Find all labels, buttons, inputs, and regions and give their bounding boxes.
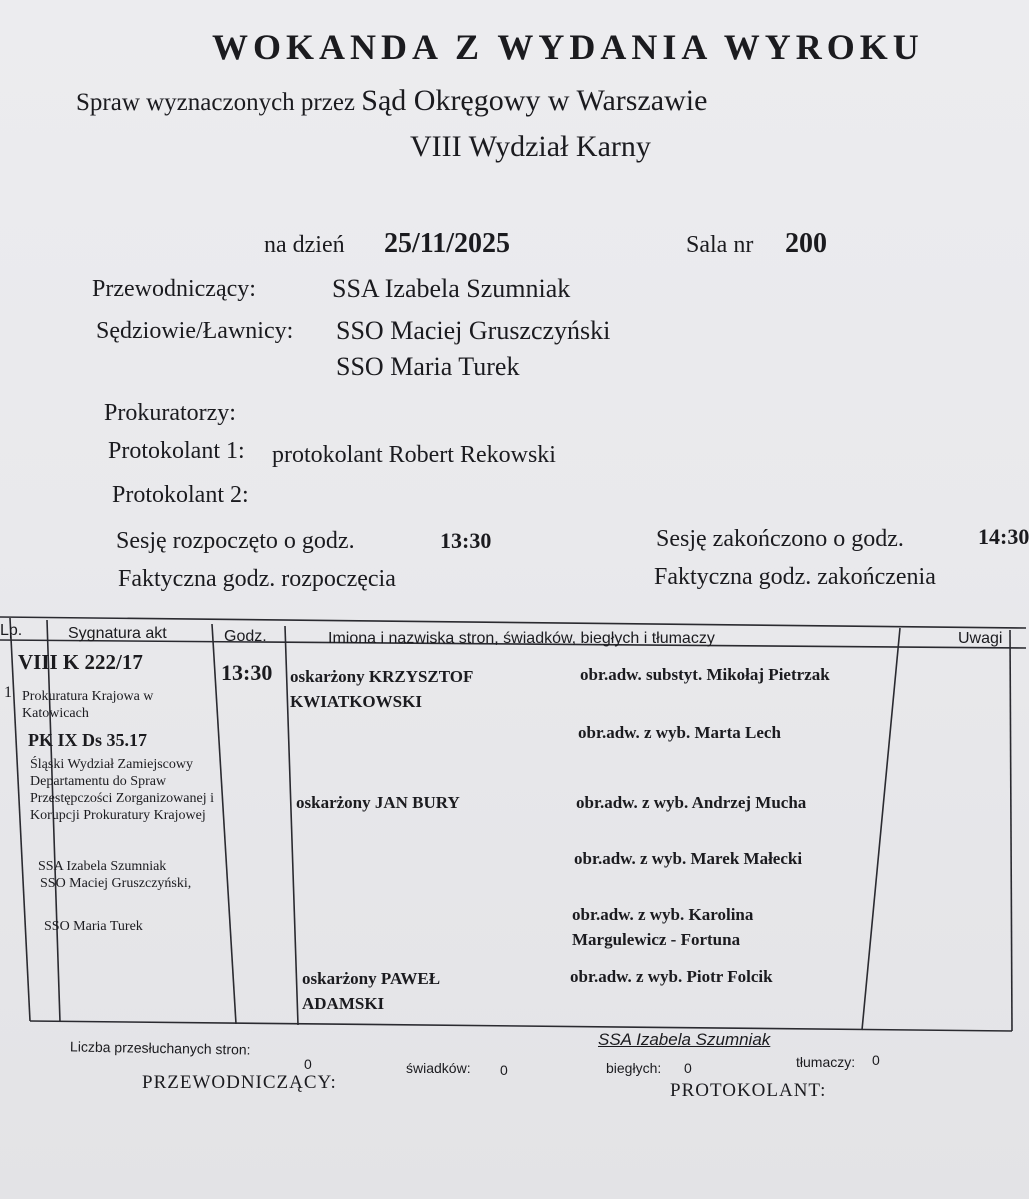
case-time: 13:30 xyxy=(221,660,273,685)
prosecution-office: Prokuratura Krajowa w Katowicach xyxy=(22,689,154,721)
signature-presiding: SSA Izabela Szumniak xyxy=(598,1030,771,1049)
judge-1: SSO Maciej Gruszczyński xyxy=(336,316,611,345)
presiding-sign-label: PRZEWODNICZĄCY: xyxy=(142,1072,337,1093)
header-lp: Lp. xyxy=(0,622,23,639)
room-number: 200 xyxy=(785,228,827,259)
col-lp-left xyxy=(10,618,30,1021)
header-time: Godz. xyxy=(224,628,267,645)
interpreters-label: tłumaczy: xyxy=(796,1054,856,1070)
presiding-label: Przewodniczący: xyxy=(92,276,256,302)
defendant-2-counsel-3: obr.adw. z wyb. Karolina Margulewicz - Fortuna xyxy=(572,905,754,949)
actual-end-label: Faktyczna godz. zakończenia xyxy=(654,564,936,590)
room-label: Sala nr xyxy=(686,232,754,258)
defendant-2-counsel-2: obr.adw. z wyb. Marek Małecki xyxy=(574,849,803,868)
heard-parties-count: 0 xyxy=(304,1056,312,1072)
case-signature: VIII K 222/17 xyxy=(18,650,143,674)
department-name: VIII Wydział Karny xyxy=(410,130,651,163)
document-subtitle xyxy=(76,84,707,118)
interpreters-count: 0 xyxy=(872,1052,880,1068)
subtitle-prefix: Spraw wyznaczonych przez xyxy=(76,89,356,116)
prosecution-department: Śląski Wydział Zamiejscowy Departamentu do Spraw Przestępczości Zorganizowanej i Korupcji Prokuratury Krajowej xyxy=(30,757,215,823)
row-number: 1 xyxy=(4,684,12,701)
header-notes: Uwagi xyxy=(958,630,1003,647)
defendant-2: oskarżony JAN BURY xyxy=(296,793,460,812)
experts-label: biegłych: xyxy=(606,1060,662,1076)
defendant-3-counsel-1: obr.adw. z wyb. Piotr Folcik xyxy=(570,967,773,986)
start-label: Sesję rozpoczęto o godz. xyxy=(116,528,355,554)
defendant-1: oskarżony KRZYSZTOF KWIATKOWSKI xyxy=(290,667,473,711)
defendant-3: oskarżony PAWEŁ ADAMSKI xyxy=(302,969,441,1013)
header-signature: Sygnatura akt xyxy=(68,625,167,642)
actual-start-label: Faktyczna godz. rozpoczęcia xyxy=(118,566,396,592)
table-bottom-line xyxy=(30,1021,1012,1031)
prosecutors-label: Prokuratorzy: xyxy=(104,400,236,426)
session-date: 25/11/2025 xyxy=(384,228,511,259)
defendant-1-counsel-2: obr.adw. z wyb. Marta Lech xyxy=(578,723,781,742)
end-label: Sesję zakończono o godz. xyxy=(656,526,904,552)
judges-label: Sędziowie/Ławnicy: xyxy=(96,318,294,344)
presiding-judge: SSA Izabela Szumniak xyxy=(332,274,571,303)
end-time: 14:30 xyxy=(978,524,1029,549)
panel-judge-3: SSO Maria Turek xyxy=(44,919,143,934)
panel-judge-1: SSA Izabela Szumniak xyxy=(38,859,167,874)
heard-parties-label: Liczba przesłuchanych stron: xyxy=(69,1038,251,1058)
experts-count: 0 xyxy=(684,1060,692,1076)
panel-judge-2: SSO Maciej Gruszczyński, xyxy=(40,876,192,891)
judge-2: SSO Maria Turek xyxy=(336,352,520,381)
header-parties: Imiona i nazwiska stron, świadków, biegłych i tłumaczy xyxy=(328,630,715,647)
defendant-2-counsel-1: obr.adw. z wyb. Andrzej Mucha xyxy=(576,793,807,812)
court-name: Sąd Okręgowy w Warszawie xyxy=(361,84,708,117)
date-label: na dzień xyxy=(264,232,345,258)
clerk1-label: Protokolant 1: xyxy=(108,438,245,464)
witnesses-count: 0 xyxy=(500,1062,508,1078)
col-notes-left xyxy=(862,628,900,1030)
pk-number: PK IX Ds 35.17 xyxy=(28,730,148,750)
start-time: 13:30 xyxy=(440,528,492,553)
defendant-1-counsel-1: obr.adw. substyt. Mikołaj Pietrzak xyxy=(580,665,830,684)
witnesses-label: świadków: xyxy=(406,1060,471,1076)
clerk1-name: protokolant Robert Rekowski xyxy=(272,442,556,468)
table-right xyxy=(1010,630,1012,1031)
clerk2-label: Protokolant 2: xyxy=(112,482,249,508)
document-title: WOKANDA Z WYDANIA WYROKU xyxy=(212,27,924,67)
clerk-sign-label: PROTOKOLANT: xyxy=(670,1080,827,1101)
